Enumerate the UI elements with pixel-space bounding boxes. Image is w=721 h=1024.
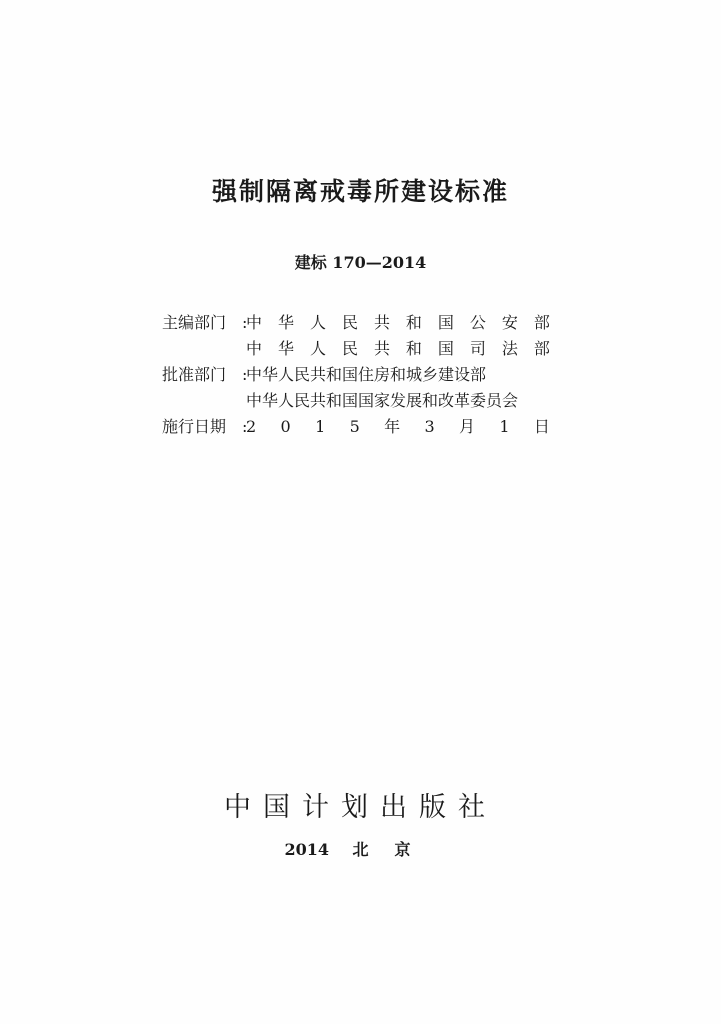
info-block [162,310,562,440]
char: 国 [437,339,454,358]
char: 3 [424,417,435,436]
date-row [162,414,562,440]
colon: : [242,417,248,436]
char: 5 [349,417,360,436]
char: 国 [437,313,454,332]
approver-value-1: 中华人民共和国住房和城乡建设部 [246,365,487,384]
editor-row-1 [162,310,562,336]
date-value [246,414,550,440]
approver-value-2: 中华人民共和国国家发展和改革委员会 [246,391,519,410]
char: 民 [341,313,358,332]
publisher-name: 中国计划出版社 [224,792,497,823]
char: 法 [501,339,518,358]
publication-line [0,837,721,860]
date-label: 施行日期 [162,417,227,436]
publication-year: 2014 [284,840,329,859]
char: 民 [341,339,358,358]
char: 年 [384,417,401,436]
char: 1 [315,417,326,436]
char: 华 [277,313,294,332]
char: 人 [309,313,326,332]
editor-row-2 [162,336,562,362]
label-spacer [162,336,242,362]
char: 2 [246,417,257,436]
standard-title: 强制隔离戒毒所建设标准 [211,177,509,206]
approver-row-2 [162,388,562,414]
char: 司 [469,339,486,358]
char: 和 [405,339,422,358]
colon: : [242,313,248,332]
editor-value-1 [246,310,550,336]
char: 中 [246,339,263,358]
approver-row-1 [162,362,562,388]
char: 人 [309,339,326,358]
char: 共 [373,313,390,332]
char: 0 [280,417,291,436]
label-spacer [162,388,242,414]
char: 和 [405,313,422,332]
char: 共 [373,339,390,358]
approver-label: 批准部门 [162,365,227,384]
char: 安 [501,313,518,332]
char: 月 [459,417,476,436]
char: 日 [533,417,550,436]
editor-label: 主编部门 [162,313,227,332]
char: 华 [277,339,294,358]
char: 部 [533,313,550,332]
char: 中 [246,313,263,332]
char: 部 [533,339,550,358]
standard-code: 建标 170—2014 [294,253,427,272]
editor-value-2 [246,336,550,362]
publication-city: 北京 [352,840,437,859]
char: 1 [499,417,510,436]
char: 公 [469,313,486,332]
colon: : [242,365,248,384]
